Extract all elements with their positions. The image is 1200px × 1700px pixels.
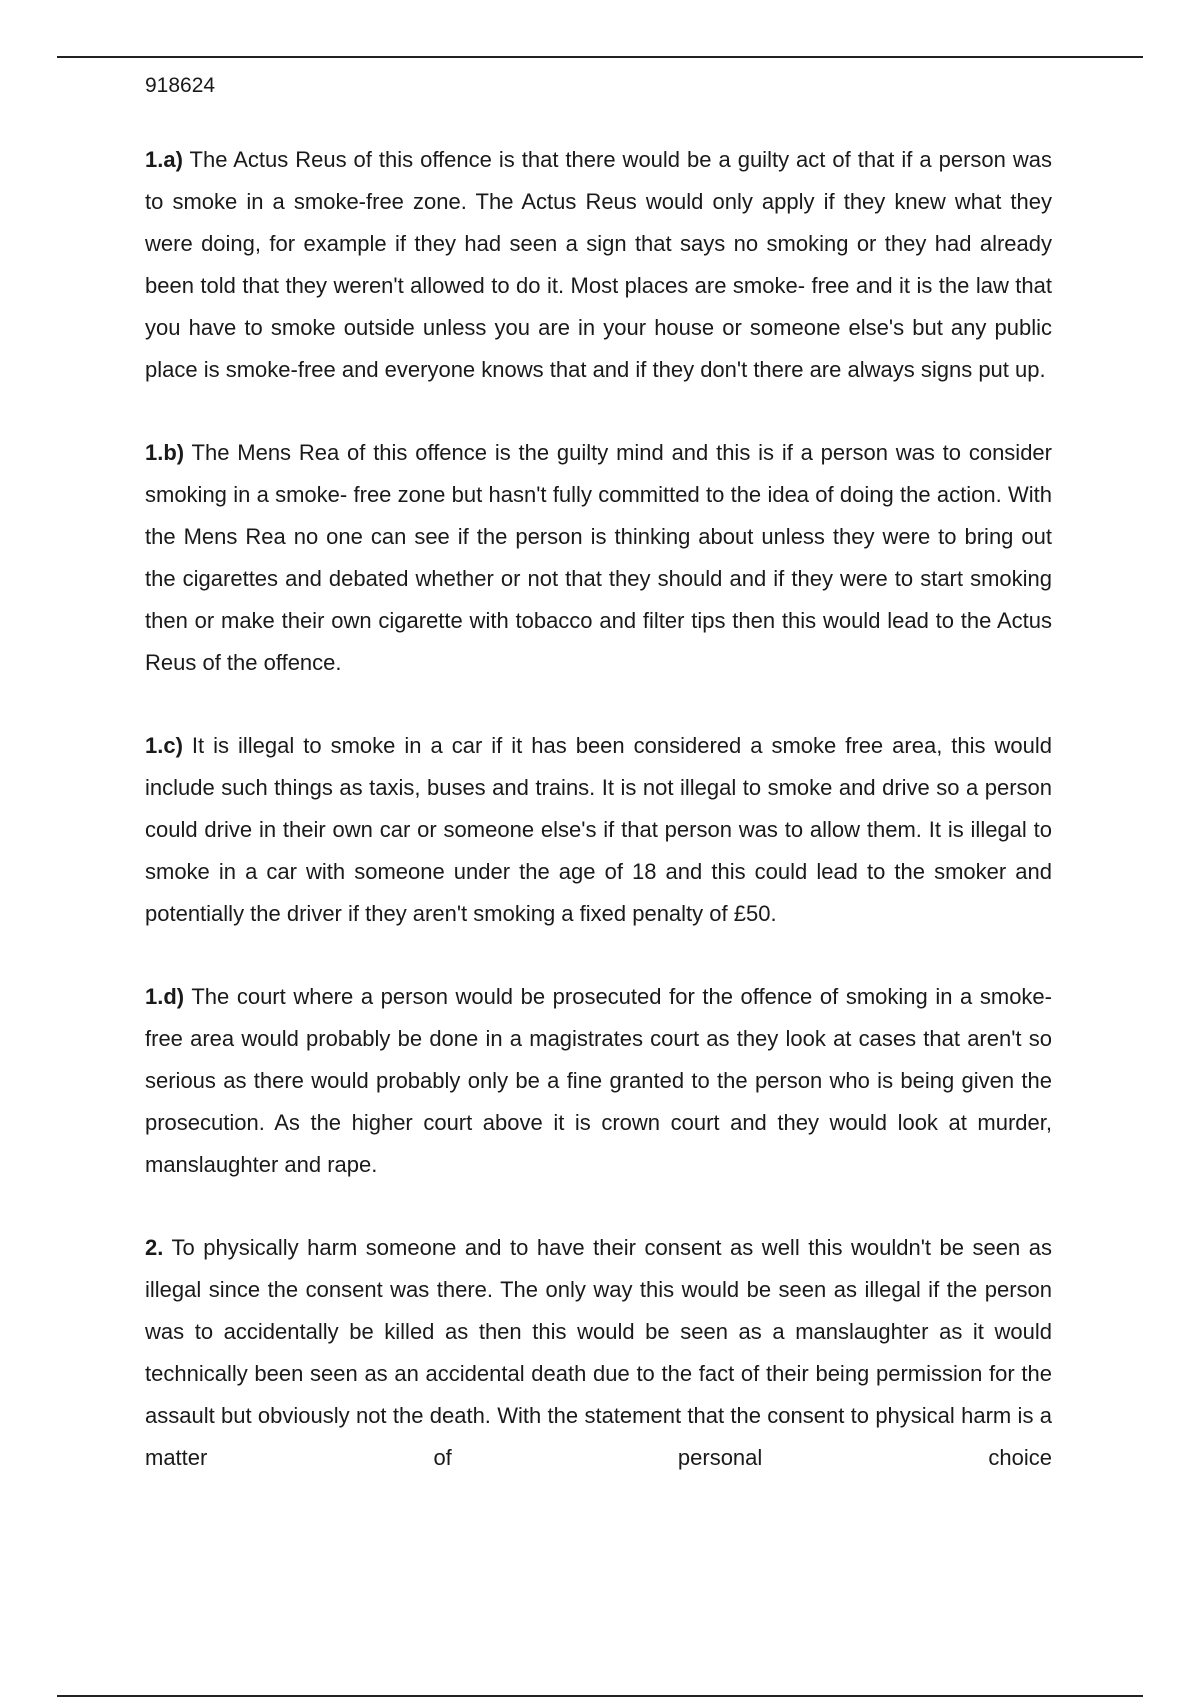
header-rule — [57, 56, 1143, 58]
paragraph-text: To physically harm someone and to have their consent as well this wouldn't be seen as illegal since the consent was there. The only way this would be seen as illegal if the person was to accidentally be killed as then this would be seen as a manslaughter as it would technically been seen as an accidental death due to the fact of their being permission for the assault but obviously not the death. With the statement that the consent to physical harm is a matter of personal choice — [145, 1235, 1053, 1470]
paragraph-1b — [145, 432, 1052, 684]
paragraph-label: 1.d) — [145, 984, 185, 1009]
paragraph-text: The Mens Rea of this offence is the guilty mind and this is if a person was to consider smoking in a smoke- free zone but hasn't fully committed to the idea of doing the action. With the Mens Rea no one can see if the person is thinking about unless they were to bring out the cigarettes and debated whether or not that they should and if they were to start smoking then or make their own cigarette with tobacco and filter tips then this would lead to the Actus Reus of the offence. — [145, 440, 1052, 675]
paragraph-2 — [145, 1227, 1052, 1479]
paragraph-label: 1.a) — [145, 147, 183, 172]
document-id: 918624 — [145, 74, 216, 97]
paragraph-1c — [145, 725, 1052, 935]
paragraph-1d — [145, 976, 1052, 1186]
footer-rule — [57, 1695, 1143, 1697]
paragraph-label: 2. — [145, 1235, 164, 1260]
paragraph-label: 1.c) — [145, 733, 183, 758]
document-body — [145, 139, 1052, 1479]
paragraph-text: The court where a person would be prosecuted for the offence of smoking in a smoke-free area would probably be done in a magistrates court as they look at cases that aren't so serious as there would probably only be a fine granted to the person who is being given the prosecution. As the higher court above it is crown court and they would look at murder, manslaughter and rape. — [145, 984, 1052, 1177]
paragraph-text: It is illegal to smoke in a car if it has been considered a smoke free area, this would include such things as taxis, buses and trains. It is not illegal to smoke and drive so a person could drive in their own car or someone else's if that person was to allow them. It is illegal to smoke in a car with someone under the age of 18 and this could lead to the smoker and potentially the driver if they aren't smoking a fixed penalty of £50. — [145, 733, 1052, 926]
paragraph-text: The Actus Reus of this offence is that there would be a guilty act of that if a person was to smoke in a smoke-free zone. The Actus Reus would only apply if they knew what they were doing, for example if they had seen a sign that says no smoking or they had already been told that they weren't allowed to do it. Most places are smoke- free and it is the law that you have to smoke outside unless you are in your house or someone else's but any public place is smoke-free and everyone knows that and if they don't there are always signs put up. — [145, 147, 1052, 382]
paragraph-label: 1.b) — [145, 440, 185, 465]
paragraph-1a — [145, 139, 1052, 391]
